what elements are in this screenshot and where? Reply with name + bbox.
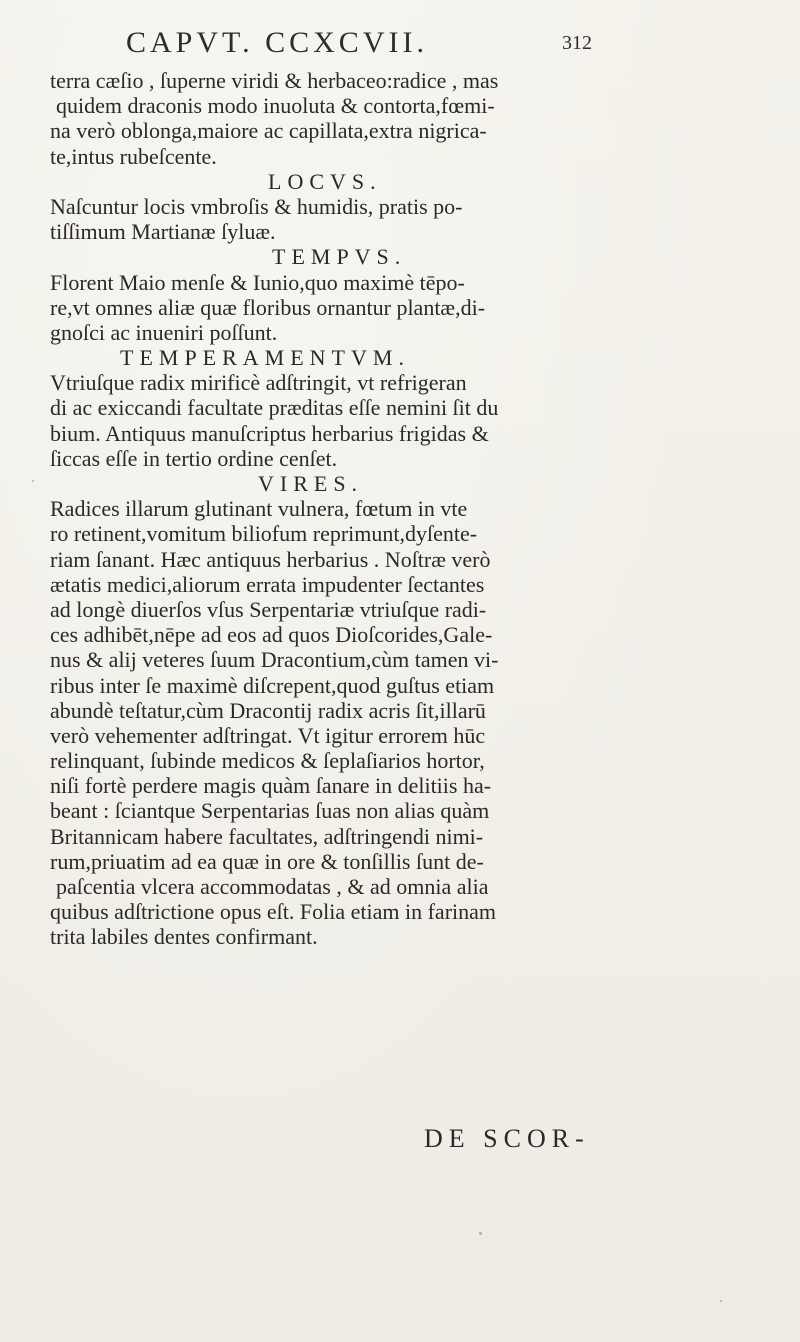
text-line: beant : ſciantque Serpentarias ſuas non alias quàm (50, 798, 490, 824)
text-line: di ac exiccandi facultate præditas eſſe nemini ſit du (50, 395, 499, 421)
section-heading-vires: VIRES. (258, 471, 364, 496)
section-heading-temperamentum: TEMPERAMENTVM. (120, 345, 410, 371)
catchword: DE SCOR- (424, 1124, 590, 1153)
text-line: ro retinent,vomitum biliofum reprimunt,dyſente- (50, 521, 478, 547)
text-line: te,intus rubeſcente. (50, 143, 217, 169)
section-heading-tempus: TEMPVS. (272, 244, 407, 270)
text-line: niſi fortè perdere magis quàm ſanare in delitiis ha- (50, 773, 492, 799)
text-line: ribus inter ſe maximè diſcrepent,quod guſtus etiam (50, 672, 495, 698)
text-line: verò vehementer adſtringat. Vt igitur errorem hūc (50, 722, 486, 748)
text-line: paſcentia vlcera accommodatas , & ad omnia alia (56, 874, 489, 899)
paper-speck (479, 1232, 482, 1235)
main-text (50, 68, 750, 950)
running-head (0, 26, 800, 62)
text-line: Vtriuſque radix mirificè adſtringit, vt refrigeran (50, 370, 467, 396)
text-line: Radices illarum glutinant vulnera, fœtum in vte (50, 496, 468, 522)
text-line: gnoſci ac inueniri poſſunt. (50, 319, 278, 345)
text-line: ſiccas eſſe in tertio ordine cenſet. (50, 445, 338, 471)
paper-speck (32, 480, 34, 482)
text-line: quibus adſtrictione opus eſt. Folia etiam in farinam (50, 899, 497, 925)
chapter-title: CAPVT. CCXCVII. (126, 26, 428, 59)
text-line: relinquant, ſubinde medicos & ſeplaſiarios hortor, (50, 748, 485, 774)
text-line: Britannicam habere facultates, adſtringendi nimi- (50, 823, 484, 849)
text-line: riam ſanant. Hæc antiquus herbarius . Noſtræ verò (50, 546, 491, 572)
text-line: Naſcuntur locis vmbroſis & humidis, pratis po- (50, 193, 463, 219)
text-line: nus & alij veteres ſuum Dracontium,cùm tamen vi- (50, 647, 499, 673)
text-line: terra cæſio , ſuperne viridi & herbaceo:radice , mas (50, 68, 499, 93)
text-line: tiſſimum Martianæ ſyluæ. (50, 219, 276, 245)
text-line: ad longè diuerſos vſus Serpentariæ vtriuſque radi- (50, 596, 487, 622)
text-line: ces adhibēt,nēpe ad eos ad quos Dioſcorides,Gale- (50, 622, 493, 648)
text-line: Florent Maio menſe & Iunio,quo maximè tēpo- (50, 269, 465, 295)
text-line: trita labiles dentes confirmant. (50, 924, 318, 950)
text-line: rum,priuatim ad ea quæ in ore & tonſillis ſunt de- (50, 848, 484, 874)
text-line: ætatis medici,aliorum errata impudenter ſectantes (50, 571, 485, 597)
text-line: quidem draconis modo inuoluta & contorta,fœmi- (56, 93, 495, 119)
text-line: abundè teſtatur,cùm Dracontij radix acris ſit,illarū (50, 697, 486, 723)
section-heading-locus: LOCVS. (268, 168, 382, 194)
text-line: bium. Antiquus manuſcriptus herbarius frigidas & (50, 420, 489, 446)
page-number: 312 (562, 32, 592, 54)
text-line: re,vt omnes aliæ quæ floribus ornantur plantæ,di- (50, 294, 486, 320)
text-line: na verò oblonga,maiore ac capillata,extra nigrica- (50, 118, 487, 144)
paper-speck (720, 1300, 722, 1302)
